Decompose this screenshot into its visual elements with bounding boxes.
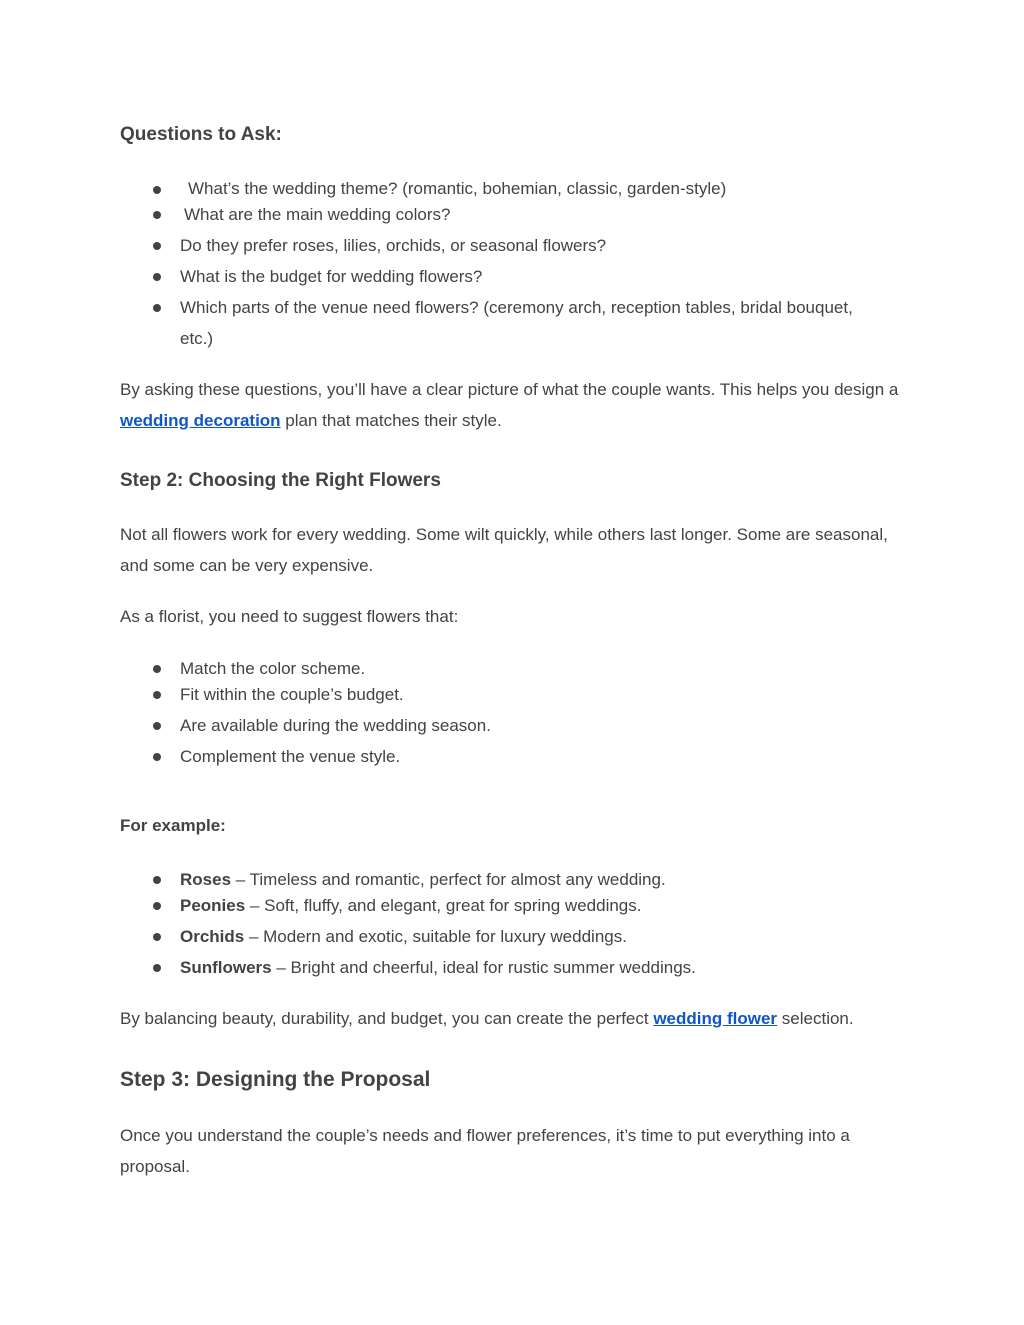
- list-item: [180, 952, 696, 983]
- step-3-line-1: Once you understand the couple’s needs and flower preferences, it’s time to put everything into a: [120, 1126, 850, 1145]
- list-item: Which parts of the venue need flowers? (ceremony arch, reception tables, bridal bouquet,: [180, 298, 853, 317]
- summary-line-2-text: plan that matches their style.: [280, 411, 502, 430]
- list-item: What are the main wedding colors?: [184, 205, 451, 224]
- bullet-icon: [153, 964, 161, 972]
- summary-line-1: By asking these questions, you’ll have a clear picture of what the couple wants. This helps you design a: [120, 380, 899, 399]
- wedding-flower-link[interactable]: wedding flower: [653, 1009, 778, 1028]
- bullet-icon: [153, 211, 161, 219]
- list-item: [180, 890, 641, 921]
- bullet-icon: [153, 722, 161, 730]
- step-2-heading: Step 2: Choosing the Right Flowers: [120, 470, 441, 491]
- closing-text-post: selection.: [777, 1009, 854, 1028]
- flower-description: – Soft, fluffy, and elegant, great for spring weddings.: [245, 896, 642, 915]
- step-3-line-2: proposal.: [120, 1157, 190, 1176]
- list-item: [180, 921, 627, 952]
- closing-text-pre: By balancing beauty, durability, and budget, you can create the perfect: [120, 1009, 654, 1028]
- bullet-icon: [153, 304, 161, 312]
- bullet-icon: [153, 902, 161, 910]
- flower-description: – Timeless and romantic, perfect for almost any wedding.: [231, 870, 666, 889]
- list-item: Are available during the wedding season.: [180, 716, 491, 735]
- bullet-icon: [153, 753, 161, 761]
- bullet-icon: [153, 242, 161, 250]
- list-item: Complement the venue style.: [180, 747, 401, 766]
- bullet-icon: [153, 273, 161, 281]
- list-item: Do they prefer roses, lilies, orchids, or seasonal flowers?: [180, 236, 607, 255]
- bullet-icon: [153, 876, 161, 884]
- bullet-icon: [153, 691, 161, 699]
- flower-description: – Bright and cheerful, ideal for rustic summer weddings.: [271, 958, 696, 977]
- bullet-icon: [153, 933, 161, 941]
- closing-paragraph: [120, 1003, 854, 1034]
- flower-name: Peonies: [180, 896, 246, 915]
- list-item: What’s the wedding theme? (romantic, bohemian, classic, garden-style): [188, 179, 727, 198]
- list-item: Match the color scheme.: [180, 659, 366, 678]
- questions-heading: Questions to Ask:: [120, 124, 282, 145]
- flower-name: Roses: [180, 870, 232, 889]
- step-2-paragraph-line-1: Not all flowers work for every wedding. Some wilt quickly, while others last longer. Some are seasonal,: [120, 525, 888, 544]
- for-example-heading: For example:: [120, 816, 226, 835]
- flower-name: Sunflowers: [180, 958, 272, 977]
- flower-name: Orchids: [180, 927, 245, 946]
- bullet-icon: [153, 186, 161, 194]
- flower-description: – Modern and exotic, suitable for luxury weddings.: [244, 927, 627, 946]
- list-item: Fit within the couple’s budget.: [180, 685, 404, 704]
- list-item: What is the budget for wedding flowers?: [180, 267, 483, 286]
- list-item-continuation: etc.): [180, 329, 214, 348]
- step-3-heading: Step 3: Designing the Proposal: [120, 1068, 431, 1091]
- wedding-decoration-link[interactable]: wedding decoration: [120, 411, 281, 430]
- step-2-paragraph-line-2: and some can be very expensive.: [120, 556, 374, 575]
- bullet-icon: [153, 665, 161, 673]
- step-2-paragraph-2: As a florist, you need to suggest flowers that:: [120, 607, 459, 626]
- summary-line-2: [120, 405, 502, 436]
